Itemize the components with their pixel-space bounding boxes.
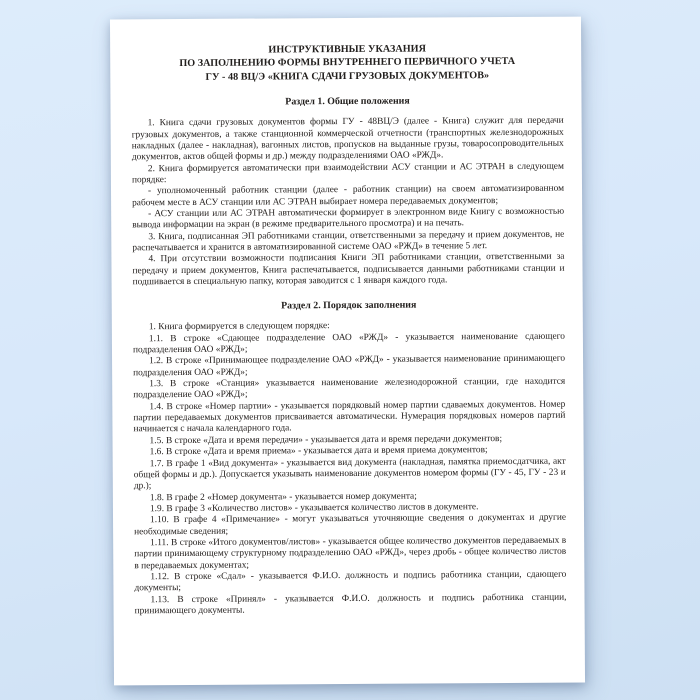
- paragraph: 1.4. В строке «Номер партии» - указывается порядковый номер партии сдаваемых документов. Номер партии передаваемых документов присваивается автоматически. Нумерация порядковых номеров партий начинается с начала календарного года.: [133, 399, 566, 435]
- paragraph: 1.7. В графе 1 «Вид документа» - указывается вид документа (накладная, памятка приемосдатчика, акт общей формы и др.). Допускается указывать наименование документов номером формы (ГУ - 45, ГУ - 23 и др.);: [133, 456, 566, 492]
- paragraph: 1.13. В строке «Принял» - указывается Ф.И.О. должность и подпись работника станции, принимающего документы.: [134, 592, 567, 617]
- paragraph: 1. Книга сдачи грузовых документов формы ГУ - 48ВЦ/Э (далее - Книга) служит для передачи грузовых документов, а также станционной коммерческой отчетности (транспортных железнодорожных накладных (далее - накладная), вагонных листов, пропусков на выданные грузы, товаросопроводительных документов, актов общей формы и др.) между подразделениями ОАО «РЖД».: [131, 115, 564, 163]
- document-title: [131, 42, 563, 85]
- paragraph: 1.11. В строке «Итого документов/листов» - указывается общее количество документов передаваемых в партии принимающему структурному подразделению ОАО «РЖД», через дробь - общее количество листов в передаваемых документах;: [134, 535, 567, 571]
- paragraph: - АСУ станции или АС ЭТРАН автоматически формирует в электронном виде Книгу с возможностью вывода информации на экран (в режиме предварительного просмотра) и на печать.: [132, 206, 565, 231]
- paragraph: 3. Книга, подписанная ЭП работниками станции, ответственными за передачу и прием документов, не распечатывается и хранится в автоматизированной системе ОАО «РЖД» в течение 5 лет.: [132, 229, 565, 254]
- paragraph: 1. Книга формируется в следующем порядке:: [148, 321, 330, 333]
- paragraph: 1.9. В графе 3 «Количество листов» - указывается количество листов в документе.: [149, 502, 479, 515]
- document-title-line: ИНСТРУКТИВНЫЕ УКАЗАНИЯ: [268, 43, 426, 56]
- paragraph: 1.3. В строке «Станция» указывается наименование железнодорожной станции, где находится подразделение ОАО «РЖД»;: [133, 376, 566, 401]
- paragraph: 1.1. В строке «Сдающее подразделение ОАО «РЖД» - указывается наименование сдающего подразделения ОАО «РЖД»;: [132, 331, 565, 356]
- paragraph: 1.2. В строке «Принимающее подразделение ОАО «РЖД» - указывается наименование принимающего подразделения ОАО «РЖД»;: [133, 354, 566, 379]
- section-heading: Раздел 1. Общие положения: [285, 95, 410, 108]
- document-page: [110, 17, 585, 686]
- document-title-line: ПО ЗАПОЛНЕНИЮ ФОРМЫ ВНУТРЕННЕГО ПЕРВИЧНОГО УЧЕТА: [179, 56, 516, 70]
- paragraph: 2. Книга формируется автоматически при взаимодействии АСУ станции и АС ЭТРАН в следующем порядке:: [131, 161, 564, 186]
- paragraph: 4. При отсутствии возможности подписания Книги ЭП работниками станции, ответственными за передачу и прием документов, Книга распечатывается, подписывается данными работниками станции и подшивается в специальную папку, которая заводится с 1 января каждого года.: [132, 252, 565, 288]
- paragraph: 1.6. В строке «Дата и время приема» - указывается дата и время приема документов;: [149, 445, 488, 458]
- section-heading: Раздел 2. Порядок заполнения: [281, 299, 417, 312]
- paragraph: 1.10. В графе 4 «Примечание» - могут указываться уточняющие сведения о документах и другие необходимые сведения;: [134, 512, 567, 537]
- paragraph: 1.5. В строке «Дата и время передачи» - указывается дата и время передачи документов;: [149, 433, 503, 447]
- paragraph: - уполномоченный работник станции (далее - работник станции) на своем автоматизированном рабочем месте в АСУ станции или АС ЭТРАН выбирает номера передаваемых документов;: [132, 183, 565, 208]
- document-title-line: ГУ - 48 ВЦ/Э «КНИГА СДАЧИ ГРУЗОВЫХ ДОКУМЕНТОВ»: [205, 69, 490, 83]
- paragraph: 1.12. В строке «Сдал» - указывается Ф.И.О. должность и подпись работника станции, сдающего документы;: [134, 569, 567, 594]
- document-body: [131, 95, 566, 618]
- paragraph: 1.8. В графе 2 «Номер документа» - указывается номер документа;: [149, 491, 417, 503]
